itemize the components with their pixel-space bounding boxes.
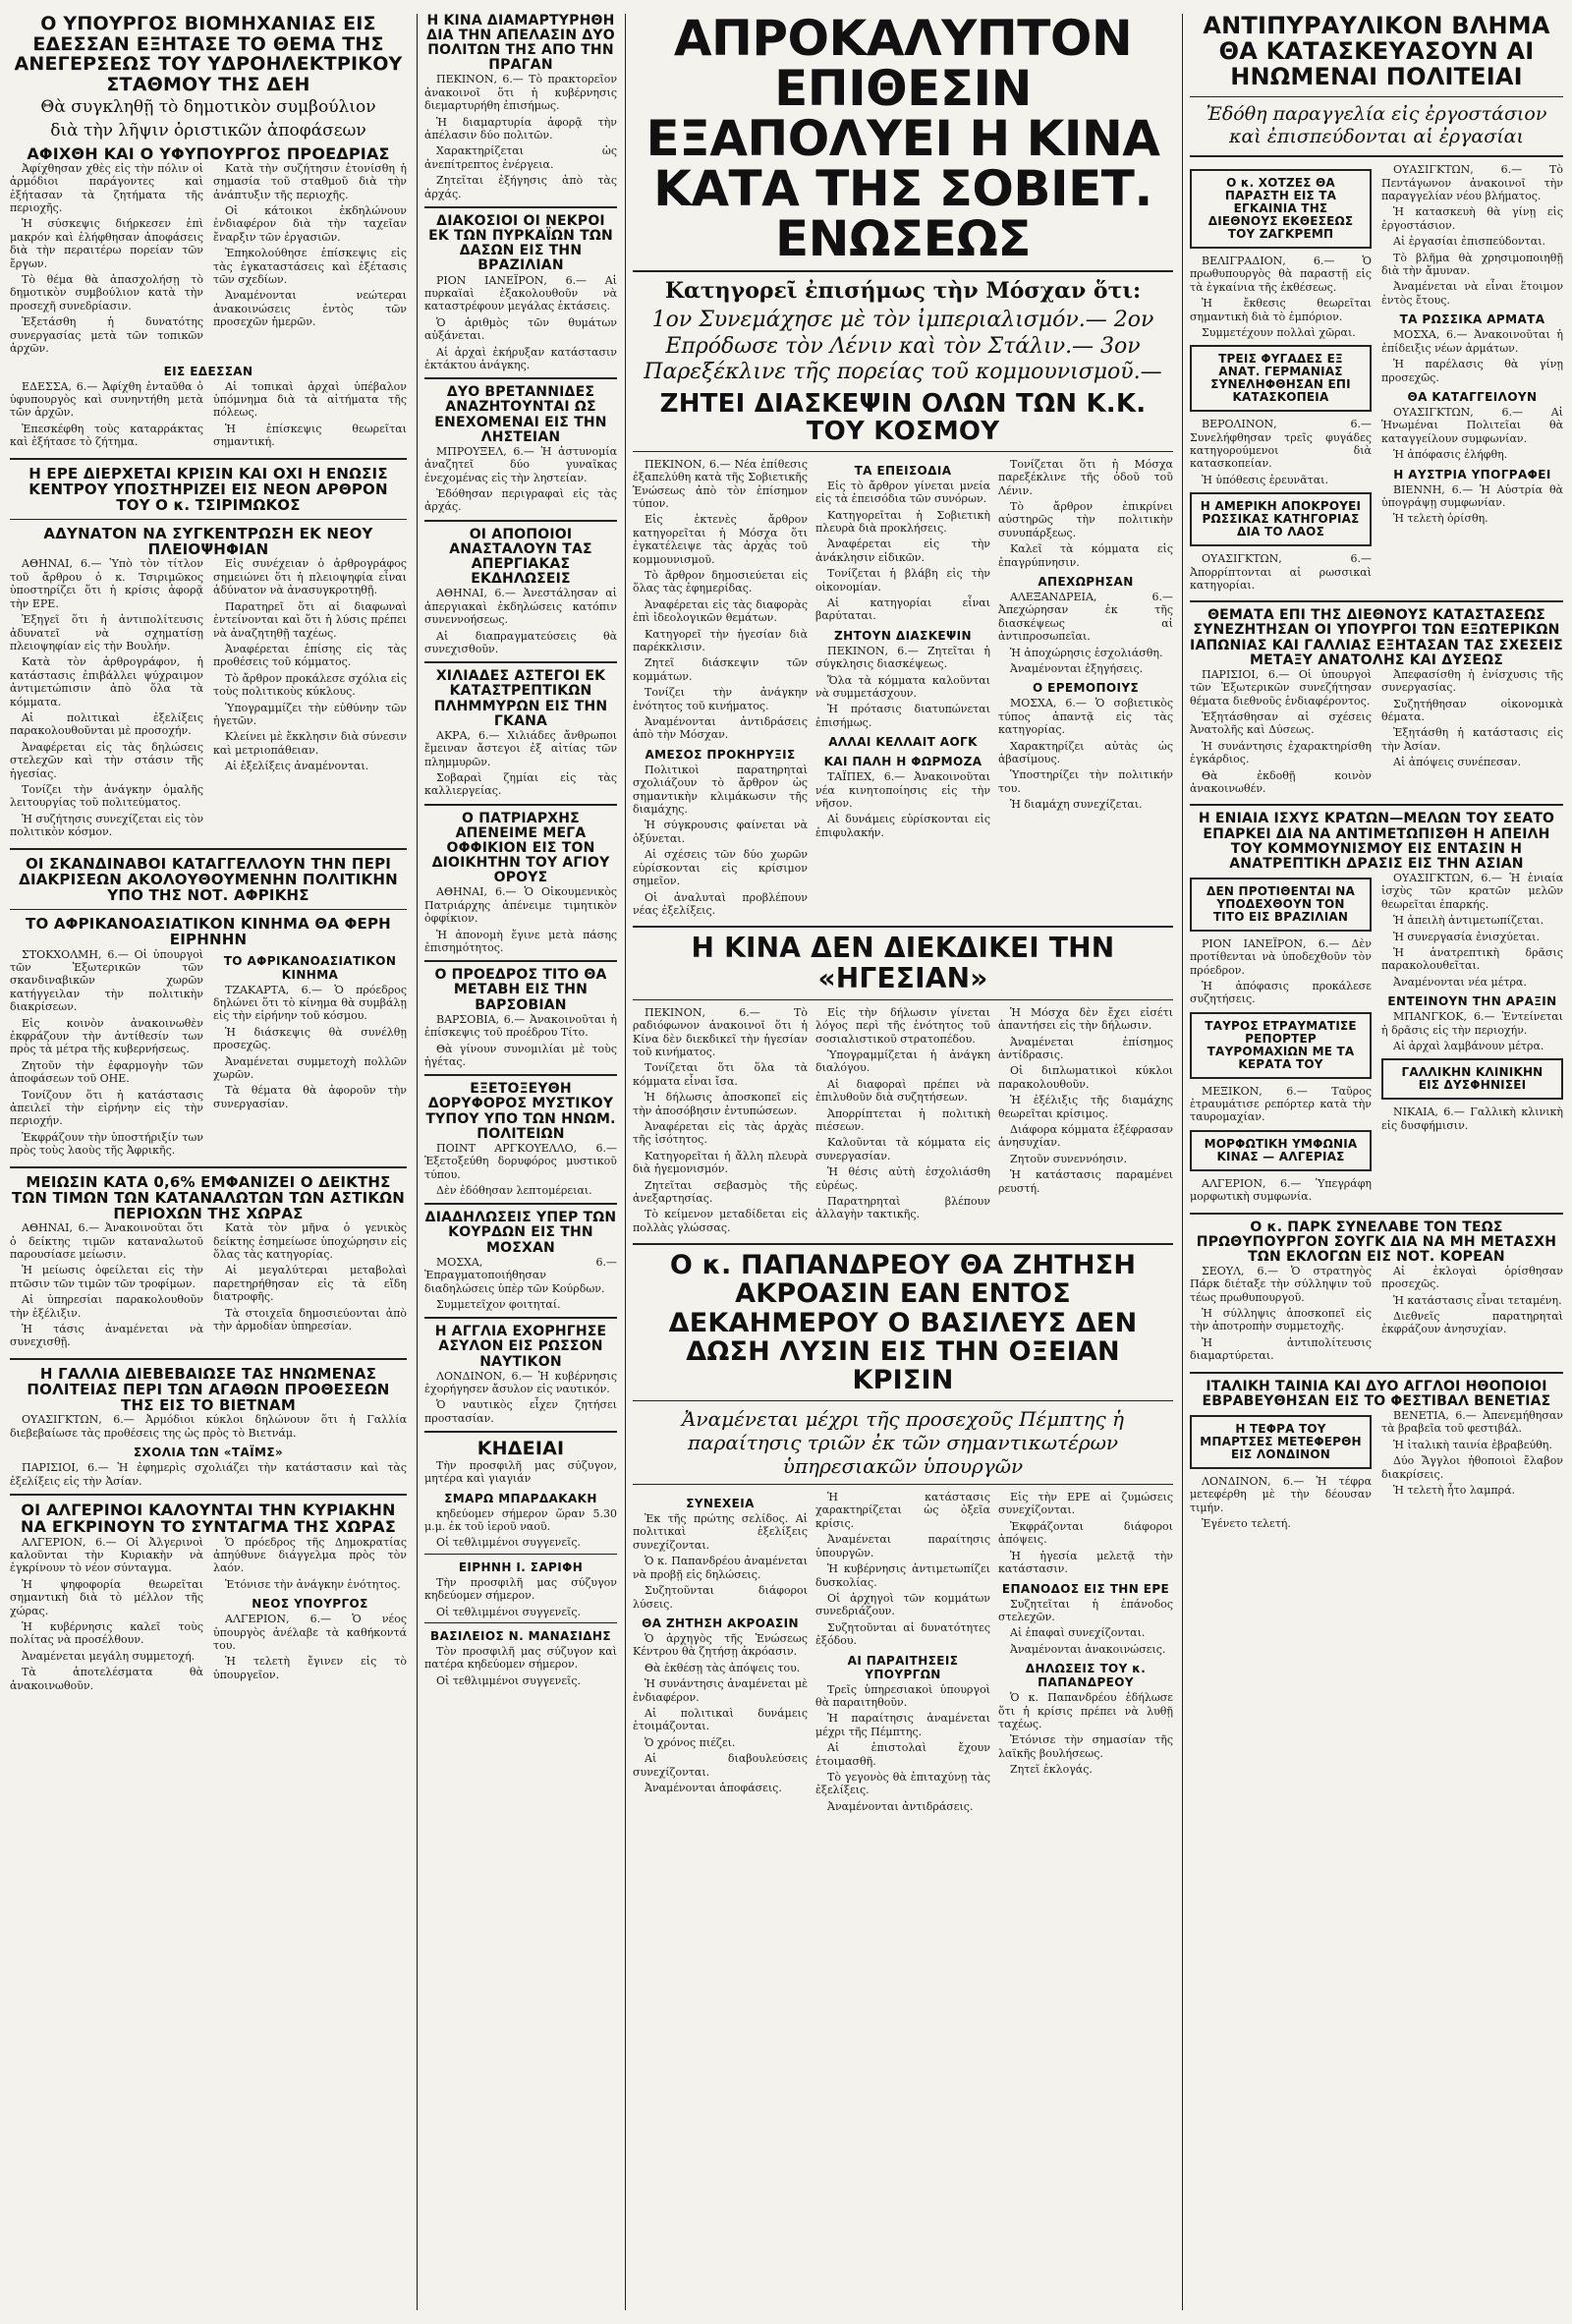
headline: ΘΕΜΑΤΑ ΕΠΙ ΤΗΣ ΔΙΕΘΝΟΥΣ ΚΑΤΑΣΤΑΣΕΩΣ ΣΥΝΕΖΗΤΗΣΑΝ ΟΙ ΥΠΟΥΡΓΟΙ ΤΩΝ ΕΞΩΤΕΡΙΚΩΝ ΙΑΠΩΝΙΑΣ ΚΑΙ ΓΑΛΛΙΑΣ ΕΞΗΤΑΣΑΝ ΤΑΣ ΣΧΕΣΕΙΣ ΜΕΤΑΞΥ ΑΝΑΤΟΛΗΣ ΚΑΙ ΔΥΣΕΩΣ [1190, 607, 1563, 668]
headline: ΤΑΥΡΟΣ ΕΤΡΑΥΜΑΤΙΣΕ ΡΕΠΟΡΤΕΡ ΤΑΥΡΟΜΑΧΙΩΝ ΜΕ ΤΑ ΚΕΡΑΤΑ ΤΟΥ [1205, 1018, 1357, 1071]
article-industry-minister: Ο ΥΠΟΥΡΓΟΣ ΒΙΟΜΗΧΑΝΙΑΣ ΕΙΣ ΕΔΕΣΣΑΝ ΕΞΗΤΑΣΕ ΤΟ ΘΕΜΑ ΤΗΣ ΑΝΕΓΕΡΣΕΩΣ ΤΟΥ ΥΔΡΟΗΛΕΚΤΡΙΚΟΥ ΣΤΑΘΜΟΥ ΤΗΣ ΔΕΗ Θὰ συγκληθῇ τὸ δημοτικὸν συμβούλιον διὰ τὴν λῆψιν ὁριστικῶν ἀποφάσεων ΑΦΙΧΘΗ ΚΑΙ Ο ΥΦΥΠΟΥΡΓΟΣ ΠΡΟΕΔΡΙΑΣ Ἀφίχθησαν χθὲς εἰς τὴν πόλιν οἱ ἁρμόδιοι παράγοντες καὶ ἐξήτασαν τὰ ζητήματα τῆς περιοχῆς. Ἡ σύσκεψις διήρκεσεν ἐπὶ μακρόν καὶ ἐλήφθησαν ἀποφάσεις διὰ τὴν περαιτέρω πορείαν τῶν ἔργων. Τὸ θέμα θὰ ἀπασχολήσῃ τὸ δημοτικὸν συμβούλιον κατὰ τὴν προσεχῆ συνεδρίασιν. Ἐξετάσθη ἡ δυνατότης συνεργασίας μετὰ τῶν τοπικῶν ἀρχῶν. Κατὰ τὴν συζήτησιν ἐτονίσθη ἡ σημασία τοῦ σταθμοῦ διὰ τὴν ἀνάπτυξιν τῆς περιοχῆς. Οἱ κάτοικοι ἐκδηλώνουν ἐνδιαφέρον διὰ τὴν ταχεῖαν ἔναρξιν τῶν ἐργασιῶν. Ἐπηκολούθησε ἐπίσκεψις εἰς τὰς ἐγκαταστάσεις καὶ ἐξέτασις τῶν σχεδίων. Ἀναμένονται νεώτεραι ἀνακοινώσεις ἐντὸς τῶν προσεχῶν ἡμερῶν. ΕΙΣ ΕΔΕΣΣΑΝ ΕΔΕΣΣΑ, 6.— Ἀφίχθη ἐνταῦθα ὁ ὑφυπουργὸς καὶ συνηντήθη μετὰ τῶν ἀρχῶν. Ἐπεσκέφθη τοὺς καταρράκτας καὶ ἐξήτασε τὸ ζήτημα. Αἱ τοπικαὶ ἀρχαὶ ὑπέβαλον ὑπόμνημα διὰ τὰ αἰτήματα τῆς πόλεως. Ἡ ἐπίσκεψις θεωρεῖται σημαντική. [10, 13, 407, 449]
headline: ΧΙΛΙΑΔΕΣ ΑΣΤΕΓΟΙ ΕΚ ΚΑΤΑΣΤΡΕΠΤΙΚΩΝ ΠΛΗΜΜΥΡΩΝ ΕΙΣ ΤΗΝ ΓΚΑΝΑ [433, 668, 608, 729]
headline: Ο κ. ΧΟΤΖΕΣ ΘΑ ΠΑΡΑΣΤΗ ΕΙΣ ΤΑ ΕΓΚΑΙΝΙΑ ΤΗΣ ΔΙΕΘΝΟΥΣ ΕΚΘΕΣΕΩΣ ΤΟΥ ΖΑΓΚΡΕΜΠ [1207, 176, 1354, 242]
headline: Ο κ. ΠΑΠΑΝΔΡΕΟΥ ΘΑ ΖΗΤΗΣΗ ΑΚΡΟΑΣΙΝ ΕΑΝ ΕΝΤΟΣ ΔΕΚΑΗΜΕΡΟΥ Ο ΒΑΣΙΛΕΥΣ ΔΕΝ ΔΩΣΗ ΛΥΣΙΝ ΕΙΣ ΤΗΝ ΟΞΕΙΑΝ ΚΡΙΣΙΝ [668, 1250, 1138, 1395]
headline: ΚΗΔΕΙΑΙ [477, 1438, 565, 1460]
column-3 [633, 10, 1173, 1816]
subheadline: Ἐδόθη παραγγελία εἰς ἐργοστάσιον καὶ ἐπισπεύδονται αἱ ἐργασίαι [1206, 102, 1547, 148]
article-tito: Ο ΠΡΟΕΔΡΟΣ ΤΙΤΟ ΘΑ ΜΕΤΑΒΗ ΕΙΣ ΤΗΝ ΒΑΡΣΟΒΙΑΝ ΒΑΡΣΟΒΙΑ, 6.— Ἀνακοινοῦται ἡ ἐπίσκεψις τοῦ προέδρου Τίτο. Θὰ γίνουν συνομιλίαι μὲ τοὺς ἡγέτας. [424, 967, 617, 1068]
article-fugitives [1190, 345, 1372, 412]
article-patriarch: Ο ΠΑΤΡΙΑΡΧΗΣ ΑΠΕΝΕΙΜΕ ΜΕΓΑ ΟΦΦΙΚΙΟΝ ΕΙΣ ΤΟΝ ΔΙΟΙΚΗΤΗΝ ΤΟΥ ΑΓΙΟΥ ΟΡΟΥΣ ΑΘΗΝΑΙ, 6.— Ὁ Οἰκουμενικὸς Πατριάρχης ἀπένειμε τιμητικὸν ὀφφίκιον. Ἡ ἀπονομὴ ἔγινε μετὰ πάσης ἐπισημότητος. [424, 810, 617, 954]
article-satellite: ΕΞΕΤΟΞΕΥΘΗ ΔΟΡΥΦΟΡΟΣ ΜΥΣΤΙΚΟΥ ΤΥΠΟΥ ΥΠΟ ΤΩΝ ΗΝΩΜ. ΠΟΛΙΤΕΙΩΝ ΠΟΙΝΤ ΑΡΓΚΟΥΕΛΛΟ, 6.— Ἐξετοξεύθη δορυφόρος μυστικοῦ τύπου. Δὲν ἐδόθησαν λεπτομέρειαι. [424, 1081, 617, 1197]
section-kicker: ΘΑ ΖΗΤΗΣΗ ΑΚΡΟΑΣΙΝ [642, 1615, 799, 1630]
article-strikes: ΟΙ ΑΠΟΠΟΙΟΙ ΑΝΑΣΤΑΛΟΥΝ ΤΑΣ ΑΠΕΡΓΙΑΚΑΣ ΕΚΔΗΛΩΣΕΙΣ ΑΘΗΝΑΙ, 6.— Ἀνεστάλησαν αἱ ἀπεργιακαὶ ἐκδηλώσεις κατόπιν συνεννοήσεως. Αἱ διαπραγματεύσεις θὰ συνεχισθοῦν. [424, 526, 617, 655]
section-kicker: ΑΙ ΠΑΡΑΙΤΗΣΕΙΣ ΥΠΟΥΡΓΩΝ [847, 1653, 959, 1681]
article-america-rejects [1190, 492, 1372, 546]
headline: Η ΚΙΝΑ ΔΙΑΜΑΡΤΥΡΗΘΗ ΔΙΑ ΤΗΝ ΑΠΕΛΑΣΙΝ ΔΥΟ ΠΟΛΙΤΩΝ ΤΗΣ ΑΠΟ ΤΗΝ ΠΡΑΓΑΝ [426, 13, 615, 74]
article-scandinavians: ΟΙ ΣΚΑΝΔΙΝΑΒΟΙ ΚΑΤΑΓΓΕΛΛΟΥΝ ΤΗΝ ΠΕΡΙ ΔΙΑΚΡΙΣΕΩΝ ΑΚΟΛΟΥΘΟΥΜΕΝΗΝ ΠΟΛΙΤΙΚΗΝ ΥΠΟ ΤΗΣ ΝΟΤ. ΑΦΡΙΚΗΣ ΤΟ ΑΦΡΙΚΑΝΟΑΣΙΑΤΙΚΟΝ ΚΙΝΗΜΑ ΘΑ ΦΕΡΗ ΕΙΡΗΝΗΝ ΣΤΟΚΧΟΛΜΗ, 6.— Οἱ ὑπουργοὶ τῶν Ἐξωτερικῶν τῶν σκανδιναβικῶν χωρῶν κατήγγειλαν τὴν πολιτικὴν διακρίσεων. Εἰς κοινὸν ἀνακοινωθὲν ἐκφράζουν τὴν ἀντίθεσίν των πρὸς τὰ μέτρα τῆς κυβερνήσεως. Ζητοῦν τὴν ἐφαρμογὴν τῶν ἀποφάσεων τοῦ ΟΗΕ. Τονίζουν ὅτι ἡ κατάστασις ἀπειλεῖ τὴν εἰρήνην εἰς τὴν περιοχήν. Ἐκφράζουν τὴν ὑποστήριξίν των πρὸς τοὺς λαοὺς τῆς Ἀφρικῆς. ΤΟ ΑΦΡΙΚΑΝΟΑΣΙΑΤΙΚΟΝ ΚΙΝΗΜΑ ΤΖΑΚΑΡΤΑ, 6.— Ὁ πρόεδρος δηλώνει ὅτι τὸ κίνημα θὰ συμβάλῃ εἰς τὴν εἰρήνην τοῦ κόσμου. Ἡ διάσκεψις θὰ συνέλθῃ προσεχῶς. Ἀναμένεται συμμετοχὴ πολλῶν χωρῶν. Τὰ θέματα θὰ ἀφοροῦν τὴν συνεργασίαν. [10, 854, 407, 1158]
section-kicker: ΕΙΣ ΕΔΕΣΣΑΝ [163, 364, 253, 378]
headline: ΔΕΝ ΠΡΟΤΙΘΕΝΤΑΙ ΝΑ ΥΠΟΔΕΧΘΟΥΝ ΤΟΝ ΤΙΤΟ ΕΙΣ ΒΡΑΖΙΛΙΑΝ [1207, 883, 1355, 924]
section-kicker: ΝΕΟΣ ΥΠΟΥΡΓΟΣ [252, 1597, 368, 1612]
subheadline: ΑΔΥΝΑΤΟΝ ΝΑ ΣΥΓΚΕΝΤΡΩΣΗ ΕΚ ΝΕΟΥ ΠΛΕΙΟΨΗΦΙΑΝ [43, 525, 373, 559]
article-bull [1190, 1012, 1372, 1079]
headline: ΔΙΑΔΗΛΩΣΕΙΣ ΥΠΕΡ ΤΩΝ ΚΟΥΡΔΩΝ ΕΙΣ ΤΗΝ ΜΟΣΧΑΝ [424, 1210, 617, 1256]
headline: ΟΙ ΑΠΟΠΟΙΟΙ ΑΝΑΣΤΑΛΟΥΝ ΤΑΣ ΑΠΕΡΓΙΑΚΑΣ ΕΚΔΗΛΩΣΕΙΣ [449, 526, 592, 588]
headline: Ο ΠΑΤΡΙΑΡΧΗΣ ΑΠΕΝΕΙΜΕ ΜΕΓΑ ΟΦΦΙΚΙΟΝ ΕΙΣ ΤΟΝ ΔΙΟΙΚΗΤΗΝ ΤΟΥ ΑΓΙΟΥ ΟΡΟΥΣ [431, 810, 610, 886]
article-algerians: ΟΙ ΑΛΓΕΡΙΝΟΙ ΚΑΛΟΥΝΤΑΙ ΤΗΝ ΚΥΡΙΑΚΗΝ ΝΑ ΕΓΚΡΙΝΟΥΝ ΤΟ ΣΥΝΤΑΓΜΑ ΤΗΣ ΧΩΡΑΣ ΑΛΓΕΡΙΟΝ, 6.— Οἱ Ἀλγερινοὶ καλοῦνται τὴν Κυριακὴν νὰ ἐγκρίνουν τὸ νέον σύνταγμα. Ἡ ψηφοφορία θεωρεῖται σημαντικὴ διὰ τὸ μέλλον τῆς χώρας. Ἡ κυβέρνησις καλεῖ τοὺς πολίτας νὰ προσέλθουν. Ἀναμένεται μεγάλη συμμετοχή. Τὰ ἀποτελέσματα θὰ ἀνακοινωθοῦν. Ὁ πρόεδρος τῆς Δημοκρατίας ἀπηύθυνε διάγγελμα πρὸς τὸν λαόν. Ἐτόνισε τὴν ἀνάγκην ἑνότητος. ΝΕΟΣ ΥΠΟΥΡΓΟΣ ΑΛΓΕΡΙΟΝ, 6.— Ὁ νέος ὑπουργὸς ἀνέλαβε τὰ καθήκοντά του. Ἡ τελετὴ ἔγινεν εἰς τὸ ὑπουργεῖον. [10, 1501, 407, 1692]
subheadline: Κατηγορεῖ ἐπισήμως τὴν Μόσχαν ὅτι: [664, 278, 1142, 304]
main-headline: ΑΠΡΟΚΑΛΥΠΤΟΝ ΕΠΙΘΕΣΙΝ ΕΞΑΠΟΛΥΕΙ Η ΚΙΝΑ ΚΑΤΑ ΤΗΣ ΣΟΒΙΕΤ. ΕΝΩΣΕΩΣ [646, 10, 1160, 267]
headline: ΤΡΕΙΣ ΦΥΓΑΔΕΣ ΕΞ ΑΝΑΤ. ΓΕΡΜΑΝΙΑΣ ΣΥΝΕΛΗΦΘΗΣΑΝ ΕΠΙ ΚΑΤΑΣΚΟΠΕΙΑ [1210, 352, 1351, 405]
article-british-women: ΔΥΟ ΒΡΕΤΑΝΝΙΔΕΣ ΑΝΑΖΗΤΟΥΝΤΑΙ ΩΣ ΕΝΕΧΟΜΕΝΑΙ ΕΙΣ ΤΗΝ ΛΗΣΤΕΙΑΝ ΜΠΡΟΥΞΕΛ, 6.— Ἡ ἀστυνομία ἀναζητεῖ δύο γυναῖκας ἐνεχομένας εἰς τὴν ληστείαν. Ἐδόθησαν περιγραφαὶ εἰς τὰς ἀρχάς. [424, 384, 617, 514]
subheadline-points: 1ον Συνεμάχησε μὲ τὸν ἰμπεριαλισμόν.— 2ον Επρόδωσε τὸν Λένιν καὶ τὸν Στάλιν.— 3ον Παρεξέκλινε τῆς πορείας τοῦ κομμουνισμοῦ.— [644, 308, 1162, 385]
article-anti-missile [1190, 14, 1563, 149]
section-kicker: ΘΑ ΚΑΤΑΓΓΕΙΛΟΥΝ [1407, 389, 1538, 404]
headline: Ο ΠΡΟΕΔΡΟΣ ΤΙΤΟ ΘΑ ΜΕΤΑΒΗ ΕΙΣ ΤΗΝ ΒΑΡΣΟΒΙΑΝ [434, 967, 607, 1013]
headline: Η ΑΓΓΛΙΑ ΕΧΟΡΗΓΗΣΕ ΑΣΥΛΟΝ ΕΙΣ ΡΩΣΣΟΝ ΝΑΥΤΙΚΟΝ [434, 1324, 607, 1370]
headline: Η ΓΑΛΛΙΑ ΔΙΕΒΕΒΑΙΩΣΕ ΤΑΣ ΗΝΩΜΕΝΑΣ ΠΟΛΙΤΕΙΑΣ ΠΕΡΙ ΤΩΝ ΑΓΑΘΩΝ ΠΡΟΘΕΣΕΩΝ ΤΗΣ ΕΙΣ ΤΟ ΒΙΕΤΝΑΜ [27, 1364, 390, 1415]
notice-name: ΣΜΑΡΩ ΜΠΑΡΔΑΚΑΚΗ [444, 1491, 597, 1505]
section-kicker: ΕΝΤΕΙΝΟΥΝ ΤΗΝ ΑΡΑΞΙΝ [1387, 994, 1557, 1009]
lead-story-china-ussr: ΑΠΡΟΚΑΛΥΠΤΟΝ ΕΠΙΘΕΣΙΝ ΕΞΑΠΟΛΥΕΙ Η ΚΙΝΑ ΚΑΤΑ ΤΗΣ ΣΟΒΙΕΤ. ΕΝΩΣΕΩΣ Κατηγορεῖ ἐπισήμως τὴν Μόσχαν ὅτι: 1ον Συνεμάχησε μὲ τὸν ἰμπεριαλισμόν.— 2ον Επρόδωσε τὸν Λένιν καὶ τὸν Στάλιν.— 3ον Παρεξέκλινε τῆς πορείας τοῦ κομμουνισμοῦ.— ΖΗΤΕΙ ΔΙΑΣΚΕΨΙΝ ΟΛΩΝ ΤΩΝ Κ.Κ. ΤΟΥ ΚΟΣΜΟΥ ΠΕΚΙΝΟΝ, 6.— Νέα ἐπίθεσις ἐξαπελύθη κατὰ τῆς Σοβιετικῆς Ἑνώσεως ἀπὸ τὸν ἐπίσημον τύπον. Εἰς ἐκτενὲς ἄρθρον κατηγορεῖται ἡ Μόσχα ὅτι ἐγκατέλειψε τὰς ἀρχὰς τοῦ κομμουνισμοῦ. Τὸ ἄρθρον δημοσιεύεται εἰς ὅλας τὰς ἐφημερίδας. Ἀναφέρεται εἰς τὰς διαφορὰς ἐπὶ ἰδεολογικῶν θεμάτων. Κατηγορεῖ τὴν ἡγεσίαν διὰ παρέκκλισιν. Ζητεῖ διάσκεψιν τῶν κομμάτων. Τονίζει τὴν ἀνάγκην ἑνότητος τοῦ κινήματος. Ἀναμένονται ἀντιδράσεις ἀπὸ τὴν Μόσχαν. ΑΜΕΣΟΣ ΠΡΟΚΗΡΥΞΙΣ Πολιτικοὶ παρατηρηταὶ σχολιάζουν τὸ ἄρθρον ὡς σημαντικὴν κλιμάκωσιν τῆς διαμάχης. Ἡ σύγκρουσις φαίνεται νὰ ὀξύνεται. Αἱ σχέσεις τῶν δύο χωρῶν εὑρίσκονται εἰς κρίσιμον σημεῖον. Οἱ ἀναλυταὶ προβλέπουν νέας ἐξελίξεις. ΤΑ ΕΠΕΙΣΟΔΙΑ Εἰς τὸ ἄρθρον γίνεται μνεία εἰς τὰ ἐπεισόδια τῶν συνόρων. Κατηγορεῖται ἡ Σοβιετικὴ πλευρὰ διὰ προκλήσεις. Ἀναφέρεται εἰς τὴν ἀνάκλησιν εἰδικῶν. Τονίζεται ἡ βλάβη εἰς τὴν οἰκονομίαν. Αἱ κατηγορίαι εἶναι βαρύταται. ΖΗΤΟΥΝ ΔΙΑΣΚΕΨΙΝ ΠΕΚΙΝΟΝ, 6.— Ζητεῖται ἡ σύγκλησις διασκέψεως. Ὅλα τὰ κόμματα καλοῦνται νὰ συμμετάσχουν. Ἡ πρότασις διατυπώνεται ἐπισήμως. ΑΛΛΑΙ ΚΕΛΛΑΙΤ ΑΟΓΚ ΚΑΙ ΠΑΛΗ Η ΦΩΡΜΟΖΑ ΤΑΪΠΕΧ, 6.— Ἀνακοινοῦται νέα κινητοποίησις εἰς τὴν νῆσον. Αἱ δυνάμεις εὑρίσκονται εἰς ἐπιφυλακήν. Τονίζεται ὅτι ἡ Μόσχα παρεξέκλινε τῆς ὁδοῦ τοῦ Λένιν. Τὸ ἄρθρον ἐπικρίνει αὐστηρῶς τὴν πολιτικὴν συνυπάρξεως. Καλεῖ τὰ κόμματα εἰς ἐπαγρύπνησιν. ΑΠΕΧΩΡΗΣΑΝ ΑΛΕΞΑΝΔΡΕΙΑ, 6.— Ἀπεχώρησαν ἐκ τῆς διασκέψεως αἱ ἀντιπροσωπεῖαι. Ἡ ἀποχώρησις ἐσχολιάσθη. Ἀναμένονται ἐξηγήσεις. Ο ΕΡΕΜΟΠΟΙΥΣ ΜΟΣΧΑ, 6.— Ὁ σοβιετικὸς τύπος ἀπαντᾷ εἰς τὰς κατηγορίας. Χαρακτηρίζει αὐτὰς ὡς ἀβασίμους. Ὑποστηρίζει τὴν πολιτικήν του. Ἡ διαμάχη συνεχίζεται. [633, 10, 1173, 917]
article-papandreou: Ο κ. ΠΑΠΑΝΔΡΕΟΥ ΘΑ ΖΗΤΗΣΗ ΑΚΡΟΑΣΙΝ ΕΑΝ ΕΝΤΟΣ ΔΕΚΑΗΜΕΡΟΥ Ο ΒΑΣΙΛΕΥΣ ΔΕΝ ΔΩΣΗ ΛΥΣΙΝ ΕΙΣ ΤΗΝ ΟΞΕΙΑΝ ΚΡΙΣΙΝ Ἀναμένεται μέχρι τῆς προσεχοῦς Πέμπτης ἡ παραίτησις τριῶν ἐκ τῶν σημαντικωτέρων ὑπηρεσιακῶν ὑπουργῶν ΣΥΝΕΧΕΙΑ Ἐκ τῆς πρώτης σελίδος. Αἱ πολιτικαὶ ἐξελίξεις συνεχίζονται. Ὁ κ. Παπανδρέου ἀναμένεται νὰ προβῇ εἰς δηλώσεις. Συζητοῦνται διάφοροι λύσεις. ΘΑ ΖΗΤΗΣΗ ΑΚΡΟΑΣΙΝ Ὁ ἀρχηγὸς τῆς Ἑνώσεως Κέντρου θὰ ζητήσῃ ἀκρόασιν. Θὰ ἐκθέσῃ τὰς ἀπόψεις του. Ἡ συνάντησις ἀναμένεται μὲ ἐνδιαφέρον. Αἱ πολιτικαὶ δυνάμεις ἑτοιμάζονται. Ὁ χρόνος πιέζει. Αἱ διαβουλεύσεις συνεχίζονται. Ἀναμένονται ἀποφάσεις. Ἡ κατάστασις χαρακτηρίζεται ὡς ὀξεῖα κρίσις. Ἀναμένεται παραίτησις ὑπουργῶν. Ἡ κυβέρνησις ἀντιμετωπίζει δυσκολίας. Οἱ ἀρχηγοὶ τῶν κομμάτων συνεδριάζουν. Συζητοῦνται αἱ δυνατότητες ἐξόδου. ΑΙ ΠΑΡΑΙΤΗΣΕΙΣ ΥΠΟΥΡΓΩΝ Τρεῖς ὑπηρεσιακοὶ ὑπουργοὶ θὰ παραιτηθοῦν. Ἡ παραίτησις ἀναμένεται μέχρι τῆς Πέμπτης. Αἱ ἐπιστολαὶ ἔχουν ἑτοιμασθῆ. Τὸ γεγονὸς θὰ ἐπιταχύνῃ τὰς ἐξελίξεις. Ἀναμένονται ἀντιδράσεις. Εἰς τὴν ΕΡΕ αἱ ζυμώσεις συνεχίζονται. Ἐκφράζονται διάφοροι ἀπόψεις. Ἡ ἡγεσία μελετᾷ τὴν κατάστασιν. ΕΠΑΝΟΔΟΣ ΕΙΣ ΤΗΝ ΕΡΕ Συζητεῖται ἡ ἐπάνοδος στελεχῶν. Αἱ ἐπαφαὶ συνεχίζονται. Ἀναμένονται ἀνακοινώσεις. ΔΗΛΩΣΕΙΣ ΤΟΥ κ. ΠΑΠΑΝΔΡΕΟΥ Ὁ κ. Παπανδρέου ἐδήλωσε ὅτι ἡ κρίσις πρέπει νὰ λυθῇ ταχέως. Ἐτόνισε τὴν σημασίαν τῆς λαϊκῆς βουλήσεως. Ζητεῖ ἐκλογάς. [633, 1250, 1173, 1813]
article-china-protest: Η ΚΙΝΑ ΔΙΑΜΑΡΤΥΡΗΘΗ ΔΙΑ ΤΗΝ ΑΠΕΛΑΣΙΝ ΔΥΟ ΠΟΛΙΤΩΝ ΤΗΣ ΑΠΟ ΤΗΝ ΠΡΑΓΑΝ ΠΕΚΙΝΟΝ, 6.— Τὸ πρακτορεῖον ἀνακοινοῖ ὅτι ἡ κυβέρνησις διεμαρτυρήθη ἐπισήμως. Ἡ διαμαρτυρία ἀφορᾷ τὴν ἀπέλασιν δύο πολιτῶν. Χαρακτηρίζεται ὡς ἀνεπίτρεπτος ἐνέργεια. Ζητεῖται ἐξήγησις ἀπὸ τὰς ἀρχάς. [424, 13, 617, 200]
column-divider [625, 14, 626, 2310]
article-seato: Η ΕΝΙΑΙΑ ΙΣΧΥΣ ΚΡΑΤΩΝ—ΜΕΛΩΝ ΤΟΥ ΣΕΑΤΟ ΕΠΑΡΚΕΙ ΔΙΑ ΝΑ ΑΝΤΙΜΕΤΩΠΙΣΘΗ Η ΑΠΕΙΛΗ ΤΟΥ ΚΟΜΜΟΥΝΙΣΜΟΥ ΕΙΣ ΕΝΤΑΣΙΝ Η ΑΝΑΤΡΕΠΤΙΚΗ ΔΡΑΣΙΣ ΕΙΣ ΤΗΝ ΑΣΙΑΝ ΔΕΝ ΠΡΟΤΙΘΕΝΤΑΙ ΝΑ ΥΠΟΔΕΧΘΟΥΝ ΤΟΝ ΤΙΤΟ ΕΙΣ ΒΡΑΖΙΛΙΑΝ ΡΙΟΝ ΙΑΝΕΪΡΟΝ, 6.— Δὲν προτίθενται νὰ ὑποδεχθοῦν τὸν πρόεδρον. Ἡ ἀπόφασις προκάλεσε συζητήσεις. ΤΑΥΡΟΣ ΕΤΡΑΥΜΑΤΙΣΕ ΡΕΠΟΡΤΕΡ ΤΑΥΡΟΜΑΧΙΩΝ ΜΕ ΤΑ ΚΕΡΑΤΑ ΤΟΥ ΜΕΞΙΚΟΝ, 6.— Ταῦρος ἐτραυμάτισε ρεπόρτερ κατὰ τὴν ταυρομαχίαν. ΜΟΡΦΩΤΙΚΗ ΥΜΦΩΝΙΑ ΚΙΝΑΣ — ΑΛΓΕΡΙΑΣ ΑΛΓΕΡΙΟΝ, 6.— Ὑπεγράφη μορφωτικὴ συμφωνία. ΟΥΑΣΙΓΚΤΩΝ, 6.— Ἡ ἑνιαία ἰσχὺς τῶν κρατῶν μελῶν θεωρεῖται ἐπαρκής. Ἡ ἀπειλὴ ἀντιμετωπίζεται. Ἡ συνεργασία ἐνισχύεται. Ἡ ἀνατρεπτικὴ δρᾶσις παρακολουθεῖται. Ἀναμένονται νέα μέτρα. ΕΝΤΕΙΝΟΥΝ ΤΗΝ ΑΡΑΞΙΝ ΜΠΑΝΓΚΟΚ, 6.— Ἐντείνεται ἡ δρᾶσις εἰς τὴν περιοχήν. Αἱ ἀρχαὶ λαμβάνουν μέτρα. ΓΑΛΛΙΚΗΝ ΚΛΙΝΙΚΗΝ ΕΙΣ ΔΥΣΦΗΝΙΣΕΙ ΝΙΚΑΙΑ, 6.— Γαλλικὴ κλινικὴ εἰς δυσφήμισιν. [1190, 811, 1563, 1204]
headline: Η ΕΝΙΑΙΑ ΙΣΧΥΣ ΚΡΑΤΩΝ—ΜΕΛΩΝ ΤΟΥ ΣΕΑΤΟ ΕΠΑΡΚΕΙ ΔΙΑ ΝΑ ΑΝΤΙΜΕΤΩΠΙΣΘΗ Η ΑΠΕΙΛΗ ΤΟΥ ΚΟΜΜΟΥΝΙΣΜΟΥ ΕΙΣ ΕΝΤΑΣΙΝ Η ΑΝΑΤΡΕΠΤΙΚΗ ΔΡΑΣΙΣ ΕΙΣ ΤΗΝ ΑΣΙΑΝ [1198, 811, 1555, 872]
headline: ΜΕΙΩΣΙΝ ΚΑΤΑ 0,6% ΕΜΦΑΝΙΖΕΙ Ο ΔΕΙΚΤΗΣ ΤΩΝ ΤΙΜΩΝ ΤΩΝ ΚΑΤΑΝΑΛΩΤΩΝ ΤΩΝ ΑΣΤΙΚΩΝ ΠΕΡΙΟΧΩΝ ΤΗΣ ΧΩΡΑΣ [12, 1172, 405, 1223]
headline: ΔΙΑΚΟΣΙΟΙ ΟΙ ΝΕΚΡΟΙ ΕΚ ΤΩΝ ΠΥΡΚΑΪΩΝ ΤΩΝ ΔΑΣΩΝ ΕΙΣ ΤΗΝ ΒΡΑΖΙΛΙΑΝ [428, 213, 613, 274]
subheadline: ΖΗΤΕΙ ΔΙΑΣΚΕΨΙΝ ΟΛΩΝ ΤΩΝ Κ.Κ. ΤΟΥ ΚΟΣΜΟΥ [659, 388, 1147, 446]
article-brazil-fires: ΔΙΑΚΟΣΙΟΙ ΟΙ ΝΕΚΡΟΙ ΕΚ ΤΩΝ ΠΥΡΚΑΪΩΝ ΤΩΝ ΔΑΣΩΝ ΕΙΣ ΤΗΝ ΒΡΑΖΙΛΙΑΝ ΡΙΟΝ ΙΑΝΕΪΡΟΝ, 6.— Αἱ πυρκαϊαὶ ἐξακολουθοῦν νὰ καταστρέφουν μεγάλας ἐκτάσεις. Ὁ ἀριθμὸς τῶν θυμάτων αὐξάνεται. Αἱ ἀρχαὶ ἐκήρυξαν κατάστασιν ἐκτάκτου ἀνάγκης. [424, 213, 617, 371]
subheadline: διὰ τὴν λῆψιν ὁριστικῶν ἀποφάσεων [50, 121, 366, 142]
column-divider [1182, 14, 1183, 2310]
article-french-clinic [1381, 1058, 1563, 1100]
section-kicker: Η ΑΥΣΤΡΙΑ ΥΠΟΓΡΑΦΕΙ [1393, 467, 1551, 482]
section-kicker: ΑΠΕΧΩΡΗΣΑΝ [1038, 574, 1134, 589]
article-ere-crisis: Η ΕΡΕ ΔΙΕΡΧΕΤΑΙ ΚΡΙΣΙΝ ΚΑΙ ΟΧΙ Η ΕΝΩΣΙΣ ΚΕΝΤΡΟΥ ΥΠΟΣΤΗΡΙΖΕΙ ΕΙΣ ΝΕΟΝ ΑΡΘΡΟΝ ΤΟΥ Ο κ. ΤΣΙΡΙΜΩΚΟΣ ΑΔΥΝΑΤΟΝ ΝΑ ΣΥΓΚΕΝΤΡΩΣΗ ΕΚ ΝΕΟΥ ΠΛΕΙΟΨΗΦΙΑΝ ΑΘΗΝΑΙ, 6.— Ὑπὸ τὸν τίτλον τοῦ ἄρθρου ὁ κ. Τσιριμῶκος ὑποστηρίζει ὅτι ἡ κρίσις ἀφορᾷ τὴν ΕΡΕ. Ἐξηγεῖ ὅτι ἡ ἀντιπολίτευσις ἀδυνατεῖ νὰ σχηματίσῃ πλειοψηφίαν εἰς τὴν Βουλήν. Κατὰ τὸν ἀρθρογράφον, ἡ κατάστασις ἐπιβάλλει ψύχραιμον ἀντιμετώπισιν ἀπὸ ὅλα τὰ κόμματα. Αἱ πολιτικαὶ ἐξελίξεις παρακολουθοῦνται μὲ προσοχήν. Ἀναφέρεται εἰς τὰς δηλώσεις στελεχῶν καὶ τὴν στάσιν τῆς ἡγεσίας. Τονίζει τὴν ἀνάγκην ὁμαλῆς λειτουργίας τοῦ πολιτεύματος. Ἡ συζήτησις συνεχίζεται εἰς τὸν πολιτικὸν κόσμον. Εἰς συνέχειαν ὁ ἀρθρογράφος σημειώνει ὅτι ἡ πλειοψηφία εἶναι ἀδύνατον νὰ ἀνασυγκροτηθῇ. Παρατηρεῖ ὅτι αἱ διαφωναὶ ἐντείνονται καὶ ὅτι ἡ λύσις πρέπει νὰ ἀναζητηθῇ ταχέως. Ἀναφέρεται ἐπίσης εἰς τὰς προθέσεις τοῦ κόμματος. Τὸ ἄρθρον προκάλεσε σχόλια εἰς τοὺς πολιτικοὺς κύκλους. Ὑπογραμμίζει τὴν εὐθύνην τῶν ἡγετῶν. Κλείνει μὲ ἔκκλησιν διὰ σύνεσιν καὶ μετριοπάθειαν. Αἱ ἐξελίξεις ἀναμένονται. [10, 464, 407, 839]
funeral-notices: ΚΗΔΕΙΑΙ Τὴν προσφιλῆ μας σύζυγον, μητέρα καὶ γιαγιάν ΣΜΑΡΩ ΜΠΑΡΔΑΚΑΚΗ κηδεύομεν σήμερον ὥραν 5.30 μ.μ. ἐκ τοῦ ἱεροῦ ναοῦ. Οἱ τεθλιμμένοι συγγενεῖς. ΕΙΡΗΝΗ Ι. ΣΑΡΙΦΗ Τὴν προσφιλῆ μας σύζυγον κηδεύομεν σήμερον. Οἱ τεθλιμμένοι συγγενεῖς. ΒΑΣΙΛΕΙΟΣ Ν. ΜΑΝΑΣΙΔΗΣ Τὸν προσφιλῆ μας σύζυγον καὶ πατέρα κηδεύομεν σήμερον. Οἱ τεθλιμμένοι συγγενεῖς. [424, 1438, 617, 1687]
section-kicker: ΤΑ ΕΠΕΙΣΟΔΙΑ [854, 463, 952, 478]
section-kicker: ΣΧΟΛΙΑ ΤΩΝ «ΤΑΪΜΣ» [133, 1445, 284, 1460]
article-china-leadership: Η ΚΙΝΑ ΔΕΝ ΔΙΕΚΔΙΚΕΙ ΤΗΝ «ΗΓΕΣΙΑΝ» ΠΕΚΙΝΟΝ, 6.— Τὸ ραδιόφωνον ἀνακοινοῖ ὅτι ἡ Κίνα δὲν διεκδικεῖ τὴν ἡγεσίαν τοῦ κινήματος. Τονίζεται ὅτι ὅλα τὰ κόμματα εἶναι ἴσα. Ἡ δήλωσις ἀποσκοπεῖ εἰς τὴν ἀποσόβησιν ἐντυπώσεων. Ἀναφέρεται εἰς τὰς ἀρχὰς τῆς ἰσότητος. Κατηγορεῖται ἡ ἄλλη πλευρὰ διὰ ἡγεμονισμόν. Ζητεῖται σεβασμὸς τῆς ἀνεξαρτησίας. Τὸ κείμενον μεταδίδεται εἰς πολλὰς γλώσσας. Εἰς τὴν δήλωσιν γίνεται λόγος περὶ τῆς ἑνότητος τοῦ σοσιαλιστικοῦ στρατοπέδου. Ὑπογραμμίζεται ἡ ἀνάγκη διαλόγου. Αἱ διαφοραὶ πρέπει νὰ ἐπιλυθοῦν διὰ συζητήσεων. Ἀπορρίπτεται ἡ πολιτικὴ πιέσεων. Καλοῦνται τὰ κόμματα εἰς συνεργασίαν. Ἡ θέσις αὐτὴ ἐσχολιάσθη εὐρέως. Παρατηρηταὶ βλέπουν ἀλλαγὴν τακτικῆς. Ἡ Μόσχα δὲν ἔχει εἰσέτι ἀπαντήσει εἰς τὴν δήλωσιν. Ἀναμένεται ἐπίσημος ἀντίδρασις. Οἱ διπλωματικοὶ κύκλοι παρακολουθοῦν. Ἡ ἐξέλιξις τῆς διαμάχης θεωρεῖται κρίσιμος. Διάφορα κόμματα ἐξέφρασαν ἀνησυχίαν. Ζητοῦν συνεννόησιν. Ἡ κατάστασις παραμένει ρευστή. [633, 932, 1173, 1234]
article-hoxha [1190, 169, 1372, 249]
section-kicker: ΖΗΤΟΥΝ ΔΙΑΣΚΕΨΙΝ [834, 628, 972, 643]
section-kicker: ΚΑΙ ΠΑΛΗ Η ΦΩΡΜΟΖΑ [823, 755, 982, 769]
article-kurds: ΔΙΑΔΗΛΩΣΕΙΣ ΥΠΕΡ ΤΩΝ ΚΟΥΡΔΩΝ ΕΙΣ ΤΗΝ ΜΟΣΧΑΝ ΜΟΣΧΑ, 6.— Ἐπραγματοποιήθησαν διαδηλώσεις ὑπὲρ τῶν Κούρδων. Συμμετεῖχον φοιτηταί. [424, 1210, 617, 1311]
headline: ΜΟΡΦΩΤΙΚΗ ΥΜΦΩΝΙΑ ΚΙΝΑΣ — ΑΛΓΕΡΙΑΣ [1204, 1136, 1358, 1163]
section-kicker: Ο ΕΡΕΜΟΠΟΙΥΣ [1032, 681, 1140, 696]
headline: ΔΥΟ ΒΡΕΤΑΝΝΙΔΕΣ ΑΝΑΖΗΤΟΥΝΤΑΙ ΩΣ ΕΝΕΧΟΜΕΝΑΙ ΕΙΣ ΤΗΝ ΛΗΣΤΕΙΑΝ [434, 384, 607, 445]
subheadline: ΑΦΙΧΘΗ ΚΑΙ Ο ΥΦΥΠΟΥΡΓΟΣ ΠΡΟΕΔΡΙΑΣ [27, 143, 390, 163]
subheadline: Θὰ συγκληθῇ τὸ δημοτικὸν συμβούλιον [40, 97, 376, 118]
notice-name: ΕΙΡΗΝΗ Ι. ΣΑΡΙΦΗ [458, 1559, 584, 1574]
headline: Η ΕΡΕ ΔΙΕΡΧΕΤΑΙ ΚΡΙΣΙΝ ΚΑΙ ΟΧΙ Η ΕΝΩΣΙΣ ΚΕΝΤΡΟΥ ΥΠΟΣΤΗΡΙΖΕΙ ΕΙΣ ΝΕΟΝ ΑΡΘΡΟΝ ΤΟΥ Ο κ. ΤΣΙΡΙΜΩΚΟΣ [28, 464, 388, 514]
section-kicker: ΣΥΝΕΧΕΙΑ [686, 1497, 755, 1511]
headline: Ο ΥΠΟΥΡΓΟΣ ΒΙΟΜΗΧΑΝΙΑΣ ΕΙΣ ΕΔΕΣΣΑΝ ΕΞΗΤΑΣΕ ΤΟ ΘΕΜΑ ΤΗΣ ΑΝΕΓΕΡΣΕΩΣ ΤΟΥ ΥΔΡΟΗΛΕΚΤΡΙΚΟΥ ΣΤΑΘΜΟΥ ΤΗΣ ΔΕΗ [14, 13, 403, 95]
column-2 [424, 14, 617, 1690]
section-kicker: ΑΜΕΣΟΣ ΠΡΟΚΗΡΥΞΙΣ [645, 747, 796, 762]
headline: ΟΙ ΑΛΓΕΡΙΝΟΙ ΚΑΛΟΥΝΤΑΙ ΤΗΝ ΚΥΡΙΑΚΗΝ ΝΑ ΕΓΚΡΙΝΟΥΝ ΤΟ ΣΥΝΤΑΓΜΑ ΤΗΣ ΧΩΡΑΣ [20, 1501, 397, 1537]
section-kicker: ΔΗΛΩΣΕΙΣ ΤΟΥ κ. ΠΑΠΑΝΔΡΕΟΥ [1025, 1662, 1147, 1690]
section-kicker: ΤΑ ΡΩΣΣΙΚΑ ΑΡΜΑΤΑ [1399, 312, 1545, 327]
article-park-korea: Ο κ. ΠΑΡΚ ΣΥΝΕΛΑΒΕ ΤΟΝ ΤΕΩΣ ΠΡΩΘΥΠΟΥΡΓΟΝ ΣΟΥΓΚ ΔΙΑ ΝΑ ΜΗ ΜΕΤΑΣΧΗ ΤΩΝ ΕΚΛΟΓΩΝ ΕΙΣ ΝΟΤ. ΚΟΡΕΑΝ ΣΕΟΥΛ, 6.— Ὁ στρατηγὸς Πάρκ διέταξε τὴν σύλληψιν τοῦ τέως πρωθυπουργοῦ. Ἡ σύλληψις ἀποσκοπεῖ εἰς τὴν ἀποτροπὴν συμμετοχῆς. Ἡ ἀντιπολίτευσις διαμαρτύρεται. Αἱ ἐκλογαὶ ὁρίσθησαν προσεχῶς. Ἡ κατάστασις εἶναι τεταμένη. Διεθνεῖς παρατηρηταὶ ἐκφράζουν ἀνησυχίαν. [1190, 1219, 1563, 1363]
subheadline: ΤΟ ΑΦΡΙΚΑΝΟΑΣΙΑΤΙΚΟΝ ΚΙΝΗΜΑ ΘΑ ΦΕΡΗ ΕΙΡΗΝΗΝ [26, 915, 391, 949]
headline: Η ΑΜΕΡΙΚΗ ΑΠΟΚΡΟΥΕΙ ΡΩΣΣΙΚΑΣ ΚΑΤΗΓΟΡΙΑΣ ΔΙΑ ΤΟ ΛΑΟΣ [1200, 499, 1362, 539]
article-price-index: ΜΕΙΩΣΙΝ ΚΑΤΑ 0,6% ΕΜΦΑΝΙΖΕΙ Ο ΔΕΙΚΤΗΣ ΤΩΝ ΤΙΜΩΝ ΤΩΝ ΚΑΤΑΝΑΛΩΤΩΝ ΤΩΝ ΑΣΤΙΚΩΝ ΠΕΡΙΟΧΩΝ ΤΗΣ ΧΩΡΑΣ ΑΘΗΝΑΙ, 6.— Ἀνακοινοῦται ὅτι ὁ δείκτης τιμῶν καταναλωτοῦ παρουσίασε μείωσιν. Ἡ μείωσις ὀφείλεται εἰς τὴν πτῶσιν τῶν τιμῶν τῶν τροφίμων. Αἱ ὑπηρεσίαι παρακολουθοῦν τὴν ἐξέλιξιν. Ἡ τάσις ἀναμένεται νὰ συνεχισθῇ. Κατὰ τὸν μῆνα ὁ γενικὸς δείκτης ἐσημείωσε ὑποχώρησιν εἰς ὅλας τὰς κατηγορίας. Αἱ μεγαλύτεραι μεταβολαὶ παρετηρήθησαν εἰς τὰ εἴδη διατροφῆς. Τὰ στοιχεῖα δημοσιεύονται ἀπὸ τὴν ἁρμοδίαν ὑπηρεσίαν. [10, 1172, 407, 1349]
headline: Ο κ. ΠΑΡΚ ΣΥΝΕΛΑΒΕ ΤΟΝ ΤΕΩΣ ΠΡΩΘΥΠΟΥΡΓΟΝ ΣΟΥΓΚ ΔΙΑ ΝΑ ΜΗ ΜΕΤΑΣΧΗ ΤΩΝ ΕΚΛΟΓΩΝ ΕΙΣ ΝΟΤ. ΚΟΡΕΑΝ [1196, 1219, 1557, 1265]
section-kicker: ΕΠΑΝΟΔΟΣ ΕΙΣ ΤΗΝ ΕΡΕ [1001, 1581, 1170, 1596]
headline: ΕΞΕΤΟΞΕΥΘΗ ΔΟΡΥΦΟΡΟΣ ΜΥΣΤΙΚΟΥ ΤΥΠΟΥ ΥΠΟ ΤΩΝ ΗΝΩΜ. ΠΟΛΙΤΕΙΩΝ [425, 1081, 616, 1142]
headline: Η ΤΕΦΡΑ ΤΟΥ ΜΠΑΡΤΣΕΣ ΜΕΤΕΦΕΡΘΗ ΕΙΣ ΛΟΝΔΙΝΟΝ [1200, 1421, 1362, 1461]
headline: Η ΚΙΝΑ ΔΕΝ ΔΙΕΚΔΙΚΕΙ ΤΗΝ «ΗΓΕΣΙΑΝ» [691, 932, 1115, 994]
notice-name: ΒΑΣΙΛΕΙΟΣ Ν. ΜΑΝΑΣΙΔΗΣ [430, 1629, 611, 1644]
article-japan-france: ΘΕΜΑΤΑ ΕΠΙ ΤΗΣ ΔΙΕΘΝΟΥΣ ΚΑΤΑΣΤΑΣΕΩΣ ΣΥΝΕΖΗΤΗΣΑΝ ΟΙ ΥΠΟΥΡΓΟΙ ΤΩΝ ΕΞΩΤΕΡΙΚΩΝ ΙΑΠΩΝΙΑΣ ΚΑΙ ΓΑΛΛΙΑΣ ΕΞΗΤΑΣΑΝ ΤΑΣ ΣΧΕΣΕΙΣ ΜΕΤΑΞΥ ΑΝΑΤΟΛΗΣ ΚΑΙ ΔΥΣΕΩΣ ΠΑΡΙΣΙΟΙ, 6.— Οἱ ὑπουργοὶ τῶν Ἐξωτερικῶν συνεζήτησαν θέματα διεθνοῦς ἐνδιαφέροντος. Ἐξητάσθησαν αἱ σχέσεις Ἀνατολῆς καὶ Δύσεως. Ἡ συνάντησις ἐχαρακτηρίσθη ἐγκάρδιος. Θὰ ἐκδοθῇ κοινὸν ἀνακοινωθέν. Ἀπεφασίσθη ἡ ἐνίσχυσις τῆς συνεργασίας. Συζητήθησαν οἰκονομικὰ θέματα. Ἐξητάσθη ἡ κατάστασις εἰς τὴν Ἀσίαν. Αἱ ἀπόψεις συνέπεσαν. [1190, 607, 1563, 796]
headline: ΑΝΤΙΠΥΡΑΥΛΙΚΟΝ ΒΛΗΜΑ ΘΑ ΚΑΤΑΣΚΕΥΑΣΟΥΝ ΑΙ ΗΝΩΜΕΝΑΙ ΠΟΛΙΤΕΙΑΙ [1203, 12, 1550, 90]
article-france-vietnam: Η ΓΑΛΛΙΑ ΔΙΕΒΕΒΑΙΩΣΕ ΤΑΣ ΗΝΩΜΕΝΑΣ ΠΟΛΙΤΕΙΑΣ ΠΕΡΙ ΤΩΝ ΑΓΑΘΩΝ ΠΡΟΘΕΣΕΩΝ ΤΗΣ ΕΙΣ ΤΟ ΒΙΕΤΝΑΜ ΟΥΑΣΙΓΚΤΩΝ, 6.— Ἀρμόδιοι κύκλοι δηλώνουν ὅτι ἡ Γαλλία διεβεβαίωσε τὰς προθέσεις της ὡς πρὸς τὸ Βιετνάμ. ΣΧΟΛΙΑ ΤΩΝ «ΤΑΪΜΣ» ΠΑΡΙΣΙΟΙ, 6.— Ἡ ἐφημερὶς σχολιάζει τὴν κατάστασιν καὶ τὰς ἐξελίξεις εἰς τὴν Ἀσίαν. [10, 1364, 407, 1488]
column-4: ΑΝΤΙΠΥΡΑΥΛΙΚΟΝ ΒΛΗΜΑ ΘΑ ΚΑΤΑΣΚΕΥΑΣΟΥΝ ΑΙ ΗΝΩΜΕΝΑΙ ΠΟΛΙΤΕΙΑΙ Ἐδόθη παραγγελία εἰς ἐργοστάσιον καὶ ἐπισπεύδονται αἱ ἐργασίαι Ο κ. ΧΟΤΖΕΣ ΘΑ ΠΑΡΑΣΤΗ ΕΙΣ ΤΑ ΕΓΚΑΙΝΙΑ ΤΗΣ ΔΙΕΘΝΟΥΣ ΕΚΘΕΣΕΩΣ ΤΟΥ ΖΑΓΚΡΕΜΠ ΒΕΛΙΓΡΑΔΙΟΝ, 6.— Ὁ πρωθυπουργὸς θὰ παραστῇ εἰς τὰ ἐγκαίνια τῆς ἐκθέσεως. Ἡ ἔκθεσις θεωρεῖται σημαντικὴ διὰ τὸ ἐμπόριον. Συμμετέχουν πολλαὶ χῶραι. ΤΡΕΙΣ ΦΥΓΑΔΕΣ ΕΞ ΑΝΑΤ. ΓΕΡΜΑΝΙΑΣ ΣΥΝΕΛΗΦΘΗΣΑΝ ΕΠΙ ΚΑΤΑΣΚΟΠΕΙΑ ΒΕΡΟΛΙΝΟΝ, 6.— Συνελήφθησαν τρεῖς φυγάδες κατηγορούμενοι διὰ κατασκοπείαν. Ἡ ὑπόθεσις ἐρευνᾶται. Η ΑΜΕΡΙΚΗ ΑΠΟΚΡΟΥΕΙ ΡΩΣΣΙΚΑΣ ΚΑΤΗΓΟΡΙΑΣ ΔΙΑ ΤΟ ΛΑΟΣ ΟΥΑΣΙΓΚΤΩΝ, 6.— Ἀπορρίπτονται αἱ ρωσσικαὶ κατηγορίαι. ΟΥΑΣΙΓΚΤΩΝ, 6.— Τὸ Πεντάγωνον ἀνακοινοῖ τὴν παραγγελίαν νέου βλήματος. Ἡ κατασκευὴ θὰ γίνῃ εἰς ἐργοστάσιον. Αἱ ἐργασίαι ἐπισπεύδονται. Τὸ βλῆμα θὰ χρησιμοποιηθῇ διὰ τὴν ἄμυναν. Ἀναμένεται νὰ εἶναι ἕτοιμον ἐντὸς ἔτους. ΤΑ ΡΩΣΣΙΚΑ ΑΡΜΑΤΑ ΜΟΣΧΑ, 6.— Ἀνακοινοῦται ἡ ἐπίδειξις νέων ἁρμάτων. Ἡ παρέλασις θὰ γίνῃ προσεχῶς. ΘΑ ΚΑΤΑΓΓΕΙΛΟΥΝ ΟΥΑΣΙΓΚΤΩΝ, 6.— Αἱ Ἡνωμέναι Πολιτεῖαι θὰ καταγγείλουν συμφωνίαν. Ἡ ἀπόφασις ἐλήφθη. Η ΑΥΣΤΡΙΑ ΥΠΟΓΡΑΦΕΙ ΒΙΕΝΝΗ, 6.— Ἡ Αὐστρία θὰ ὑπογράψῃ συμφωνίαν. Ἡ τελετὴ ὁρίσθη. ΘΕΜΑΤΑ ΕΠΙ ΤΗΣ ΔΙΕΘΝΟΥΣ ΚΑΤΑΣΤΑΣΕΩΣ ΣΥΝΕΖΗΤΗΣΑΝ ΟΙ ΥΠΟΥΡΓΟΙ ΤΩΝ ΕΞΩΤΕΡΙΚΩΝ ΙΑΠΩΝΙΑΣ ΚΑΙ ΓΑΛΛΙΑΣ ΕΞΗΤΑΣΑΝ ΤΑΣ ΣΧΕΣΕΙΣ ΜΕΤΑΞΥ ΑΝΑΤΟΛΗΣ ΚΑΙ ΔΥΣΕΩΣ ΠΑΡΙΣΙΟΙ, 6.— Οἱ ὑπουργοὶ τῶν Ἐξωτερικῶν συνεζήτησαν θέματα διεθνοῦς ἐνδιαφέροντος. Ἐξητάσθησαν αἱ σχέσεις Ἀνατολῆς καὶ Δύσεως. Ἡ συνάντησις ἐχαρακτηρίσθη ἐγκάρδιος. Θὰ ἐκδοθῇ κοινὸν ἀνακοινωθέν. Ἀπεφασίσθη ἡ ἐνίσχυσις τῆς συνεργασίας. Συζητήθησαν οἰκονομικὰ θέματα. Ἐξητάσθη ἡ κατάστασις εἰς τὴν Ἀσίαν. Αἱ ἀπόψεις συνέπεσαν. Η ΕΝΙΑΙΑ ΙΣΧΥΣ ΚΡΑΤΩΝ—ΜΕΛΩΝ ΤΟΥ ΣΕΑΤΟ ΕΠΑΡΚΕΙ ΔΙΑ ΝΑ ΑΝΤΙΜΕΤΩΠΙΣΘΗ Η ΑΠΕΙΛΗ ΤΟΥ ΚΟΜΜΟΥΝΙΣΜΟΥ ΕΙΣ ΕΝΤΑΣΙΝ Η ΑΝΑΤΡΕΠΤΙΚΗ ΔΡΑΣΙΣ ΕΙΣ ΤΗΝ ΑΣΙΑΝ ΔΕΝ ΠΡΟΤΙΘΕΝΤΑΙ ΝΑ ΥΠΟΔΕΧΘΟΥΝ ΤΟΝ ΤΙΤΟ ΕΙΣ ΒΡΑΖΙΛΙΑΝ ΡΙΟΝ ΙΑΝΕΪΡΟΝ, 6.— Δὲν προτίθενται νὰ ὑποδεχθοῦν τὸν πρόεδρον. Ἡ ἀπόφασις προκάλεσε συζητήσεις. ΤΑΥΡΟΣ ΕΤΡΑΥΜΑΤΙΣΕ ΡΕΠΟΡΤΕΡ ΤΑΥΡΟΜΑΧΙΩΝ ΜΕ ΤΑ ΚΕΡΑΤΑ ΤΟΥ ΜΕΞΙΚΟΝ, 6.— Ταῦρος ἐτραυμάτισε ρεπόρτερ κατὰ τὴν ταυρομαχίαν. ΜΟΡΦΩΤΙΚΗ ΥΜΦΩΝΙΑ ΚΙΝΑΣ — ΑΛΓΕΡΙΑΣ ΑΛΓΕΡΙΟΝ, 6.— Ὑπεγράφη μορφωτικὴ συμφωνία. ΟΥΑΣΙΓΚΤΩΝ, 6.— Ἡ ἑνιαία ἰσχὺς τῶν κρατῶν μελῶν θεωρεῖται ἐπαρκής. Ἡ ἀπειλὴ ἀντιμετωπίζεται. Ἡ συνεργασία ἐνισχύεται. Ἡ ἀνατρεπτικὴ δρᾶσις παρακολουθεῖται. Ἀναμένονται νέα μέτρα. ΕΝΤΕΙΝΟΥΝ ΤΗΝ ΑΡΑΞΙΝ ΜΠΑΝΓΚΟΚ, 6.— Ἐντείνεται ἡ δρᾶσις εἰς τὴν περιοχήν. Αἱ ἀρχαὶ λαμβάνουν μέτρα. ΓΑΛΛΙΚΗΝ ΚΛΙΝΙΚΗΝ ΕΙΣ ΔΥΣΦΗΝΙΣΕΙ ΝΙΚΑΙΑ, 6.— Γαλλικὴ κλινικὴ εἰς δυσφήμισιν. Ο κ. ΠΑΡΚ ΣΥΝΕΛΑΒΕ ΤΟΝ ΤΕΩΣ ΠΡΩΘΥΠΟΥΡΓΟΝ ΣΟΥΓΚ ΔΙΑ ΝΑ ΜΗ ΜΕΤΑΣΧΗ ΤΩΝ ΕΚΛΟΓΩΝ ΕΙΣ ΝΟΤ. ΚΟΡΕΑΝ ΣΕΟΥΛ, 6.— Ὁ στρατηγὸς Πάρκ διέταξε τὴν σύλληψιν τοῦ τέως πρωθυπουργοῦ. Ἡ σύλληψις ἀποσκοπεῖ εἰς τὴν ἀποτροπὴν συμμετοχῆς. Ἡ ἀντιπολίτευσις διαμαρτύρεται. Αἱ ἐκλογαὶ ὁρίσθησαν προσεχῶς. Ἡ κατάστασις εἶναι τεταμένη. Διεθνεῖς παρατηρηταὶ ἐκφράζουν ἀνησυχίαν. ΙΤΑΛΙΚΗ ΤΑΙΝΙΑ ΚΑΙ ΔΥΟ ΑΓΓΛΟΙ ΗΘΟΠΟΙΟΙ ΕΒΡΑΒΕΥΘΗΣΑΝ ΕΙΣ ΤΟ ΦΕΣΤΙΒΑΛ ΒΕΝΕΤΙΑΣ Η ΤΕΦΡΑ ΤΟΥ ΜΠΑΡΤΣΕΣ ΜΕΤΕΦΕΡΘΗ ΕΙΣ ΛΟΝΔΙΝΟΝ ΛΟΝΔΙΝΟΝ, 6.— Ἡ τέφρα μετεφέρθη μὲ τὴν δέουσαν τιμήν. Ἐγένετο τελετή. ΒΕΝΕΤΙΑ, 6.— Ἀπενεμήθησαν τὰ βραβεῖα τοῦ φεστιβάλ. Ἡ ἰταλικὴ ταινία ἐβραβεύθη. Δύο Ἄγγλοι ἠθοποιοὶ ἔλαβον διακρίσεις. Ἡ τελετὴ ἦτο λαμπρά. [1190, 14, 1563, 1533]
article-venice-festival: ΙΤΑΛΙΚΗ ΤΑΙΝΙΑ ΚΑΙ ΔΥΟ ΑΓΓΛΟΙ ΗΘΟΠΟΙΟΙ ΕΒΡΑΒΕΥΘΗΣΑΝ ΕΙΣ ΤΟ ΦΕΣΤΙΒΑΛ ΒΕΝΕΤΙΑΣ Η ΤΕΦΡΑ ΤΟΥ ΜΠΑΡΤΣΕΣ ΜΕΤΕΦΕΡΘΗ ΕΙΣ ΛΟΝΔΙΝΟΝ ΛΟΝΔΙΝΟΝ, 6.— Ἡ τέφρα μετεφέρθη μὲ τὴν δέουσαν τιμήν. Ἐγένετο τελετή. ΒΕΝΕΤΙΑ, 6.— Ἀπενεμήθησαν τὰ βραβεῖα τοῦ φεστιβάλ. Ἡ ἰταλικὴ ταινία ἐβραβεύθη. Δύο Ἄγγλοι ἠθοποιοὶ ἔλαβον διακρίσεις. Ἡ τελετὴ ἦτο λαμπρά. [1190, 1378, 1563, 1530]
section-kicker: ΑΛΛΑΙ ΚΕΛΛΑΙΤ ΑΟΓΚ [828, 735, 978, 750]
column-divider [417, 14, 418, 2310]
article-china-algeria [1190, 1130, 1372, 1171]
headline: ΟΙ ΣΚΑΝΔΙΝΑΒΟΙ ΚΑΤΑΓΓΕΛΛΟΥΝ ΤΗΝ ΠΕΡΙ ΔΙΑΚΡΙΣΕΩΝ ΑΚΟΛΟΥΘΟΥΜΕΝΗΝ ΠΟΛΙΤΙΚΗΝ ΥΠΟ ΤΗΣ ΝΟΤ. ΑΦΡΙΚΗΣ [19, 854, 398, 904]
subheadline: Ἀναμένεται μέχρι τῆς προσεχοῦς Πέμπτης ἡ παραίτησις τριῶν ἐκ τῶν σημαντικωτέρων ὑπηρεσιακῶν ὑπουργῶν [681, 1407, 1125, 1479]
article-ghana-floods: ΧΙΛΙΑΔΕΣ ΑΣΤΕΓΟΙ ΕΚ ΚΑΤΑΣΤΡΕΠΤΙΚΩΝ ΠΛΗΜΜΥΡΩΝ ΕΙΣ ΤΗΝ ΓΚΑΝΑ ΑΚΡΑ, 6.— Χιλιάδες ἄνθρωποι ἔμειναν ἄστεγοι ἐξ αἰτίας τῶν πλημμυρῶν. Σοβαραὶ ζημίαι εἰς τὰς καλλιεργείας. [424, 668, 617, 798]
headline: ΓΑΛΛΙΚΗΝ ΚΛΙΝΙΚΗΝ ΕΙΣ ΔΥΣΦΗΝΙΣΕΙ [1401, 1065, 1544, 1093]
column-1 [10, 14, 407, 1695]
article-tito-brazil [1190, 878, 1372, 932]
section-kicker: ΤΟ ΑΦΡΙΚΑΝΟΑΣΙΑΤΙΚΟΝ ΚΙΝΗΜΑ [223, 953, 397, 982]
headline: ΙΤΑΛΙΚΗ ΤΑΙΝΙΑ ΚΑΙ ΔΥΟ ΑΓΓΛΟΙ ΗΘΟΠΟΙΟΙ ΕΒΡΑΒΕΥΘΗΣΑΝ ΕΙΣ ΤΟ ΦΕΣΤΙΒΑΛ ΒΕΝΕΤΙΑΣ [1202, 1378, 1551, 1409]
article-bartses [1190, 1415, 1372, 1469]
article-asylum: Η ΑΓΓΛΙΑ ΕΧΟΡΗΓΗΣΕ ΑΣΥΛΟΝ ΕΙΣ ΡΩΣΣΟΝ ΝΑΥΤΙΚΟΝ ΛΟΝΔΙΝΟΝ, 6.— Ἡ κυβέρνησις ἐχορήγησεν ἄσυλον εἰς ναυτικόν. Ὁ ναυτικὸς εἶχεν ζητήσει προστασίαν. [424, 1324, 617, 1425]
